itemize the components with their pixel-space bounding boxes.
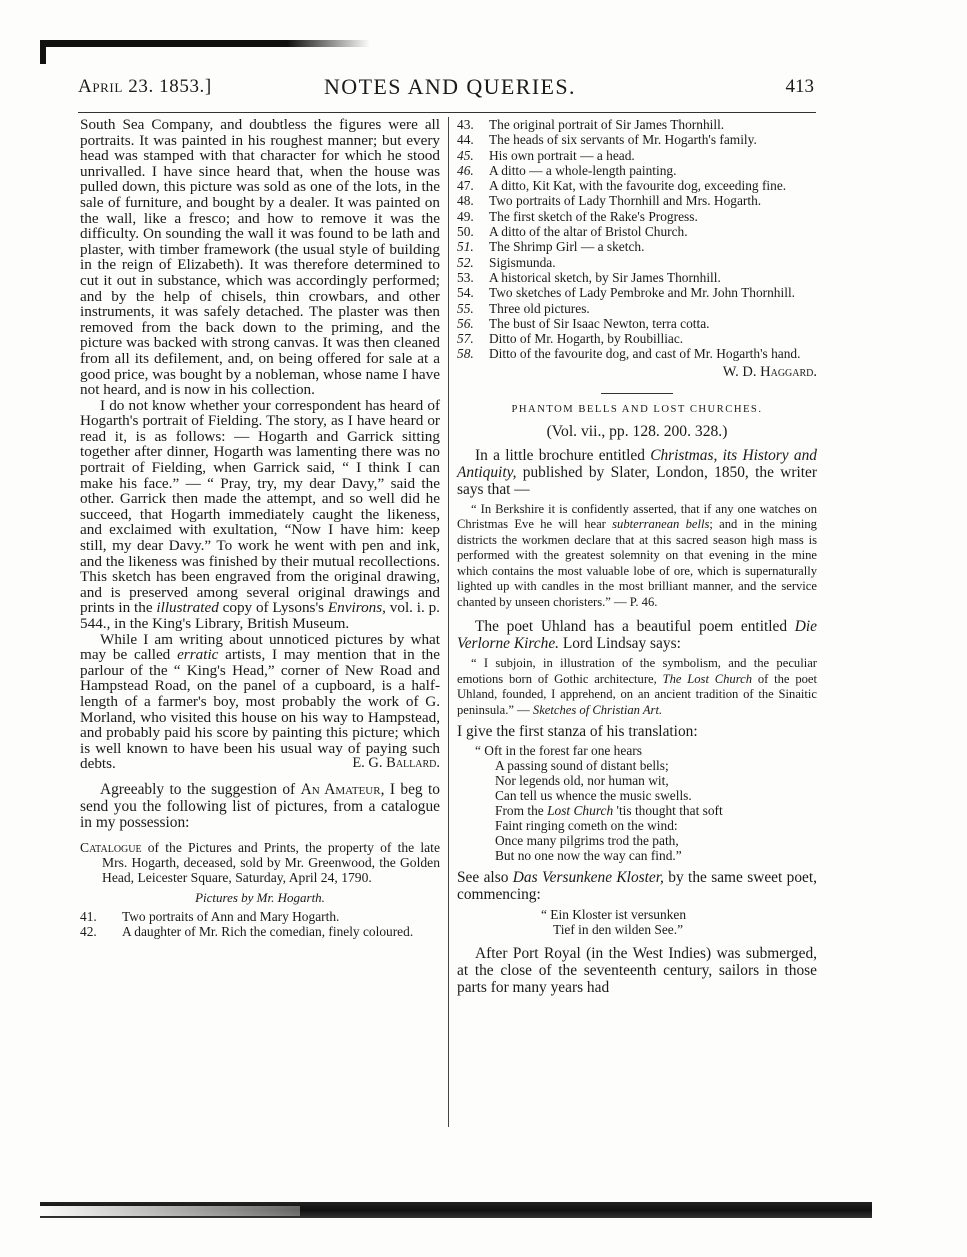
verse-german [457,907,817,937]
verse-line: “ Ein Kloster ist versunken [541,907,687,923]
item-text: Ditto of Mr. Hogarth, by Roubilliac. [489,331,684,347]
item-number: 42. [80,923,97,939]
text-run: From the [495,803,548,819]
text-run: of the Pictures and Prints, the property of the late Mrs. Hogarth, deceased, sold by Mr. Greenwood, the Golden Head, Leicester Square, Saturday, April 24, 1790. [102,839,440,885]
right-column [457,117,817,996]
list-item [457,285,817,300]
item-text: Two portraits of Lady Thornhill and Mrs. Hogarth. [489,193,762,209]
verse-line: Once many pilgrims trod the path, [495,833,679,849]
paragraph-south-sea: South Sea Company, and doubtless the figures were all portraits. It was painted in his roughest manner; but every head was stamped with that character for which he stood unrivalled. I have since heard that, when the house was pulled down, this picture was sold as one of the lots, in the sale of furniture, and bought by a dealer. It was painted on the wall, like a fresco; and how to remove it was the difficulty. On sounding the wall it was found to be lath and plaster, with timber framework (the usual style of building in the reign of Elizabeth). It was therefore determined to cut it out in substance, which was accordingly performed; and by the help of chisels, thin crowbars, and other instruments, it was safely detached. The plaster was then removed from the back down to the priming, and the picture was backed with strong canvas. It was then cleaned from all its defilement, and, on being offered for sale at a good price, was bought by a nobleman, whose name I have not heard, and is now in his collection. [80,116,440,399]
list-item [457,178,817,193]
left-column [80,117,440,939]
header-title: NOTES AND QUERIES. [324,74,576,99]
item-number: 47. [457,178,474,194]
signature-ballard: E. G. Ballard. [352,755,440,772]
italic-run: Sketches of Christian Art. [532,702,663,717]
section-rule [601,393,673,394]
verse-lost-church [457,743,817,863]
italic-run: Environs [327,599,383,617]
text-run: copy of Lysons's [218,599,328,617]
list-item [457,346,817,361]
item-text: A ditto — a whole-length painting. [489,162,677,178]
list-item [80,909,440,924]
item-number: 53. [457,269,474,285]
item-number: 41. [80,908,97,924]
italic-run: Christmas, its History and Antiquity, [457,446,818,481]
paragraph-amateur [80,782,440,832]
item-number: 49. [457,208,474,224]
paragraph-translation-intro: I give the first stanza of his translation: [457,723,698,741]
italic-run: Das Versunkene Kloster, [512,869,664,887]
item-number: 43. [457,117,474,132]
top-rule [40,40,370,47]
small-caps-run: An Amateur [300,780,381,798]
list-item [457,239,817,254]
text-run: , vol. i. p. 544., in the King's Library, British Museum. [80,599,440,632]
quote-berkshire [457,502,817,611]
text-run: I do not know whether your correspondent has heard of Hogarth's portrait of Fielding. The story, as I have heard or read it, is as follows: — Hogarth and Garrick sitting together after dinner, Hogarth was lamenting there was no portrait of Fielding, when Garrick said, “ I think I can make his face.” — “ Pray, try, my dear Davy,” said the other. Garrick then made the attempt, and so well did he succeed, that Hogarth immediately caught the likeness, and exclaimed with exultation, “Now I have him: keep still, my dear Davy.” To work he went with pen and ink, and the likeness was finished by their mutual recollections. This sketch has been engraved from the original drawing, and is preserved among several original drawings and prints in the [80,396,440,617]
text-run: 'tis thought that soft [613,803,723,819]
text-run: of the poet Uhland, founded, I apprehend, on an ancient tradition of the Sinaitic peninsula.” — [457,671,817,717]
list-item [457,193,817,208]
text-run: Lord Lindsay says: [559,635,681,653]
list-item [457,255,817,270]
picture-list-left [80,909,440,939]
list-item [457,163,817,178]
item-number: 52. [457,254,474,270]
item-text: The original portrait of Sir James Thornhill. [489,117,725,132]
item-number: 45. [457,147,474,163]
item-number: 56. [457,315,474,331]
item-number: 44. [457,132,474,148]
verse-line: “ Oft in the forest far one hears [475,743,642,759]
text-run: Agreeably to the suggestion of [100,780,301,798]
item-text: The first sketch of the Rake's Progress. [489,208,698,224]
italic-run: illustrated [156,599,219,617]
item-text: A daughter of Mr. Rich the comedian, finely coloured. [122,923,414,939]
item-text: Two sketches of Lady Pembroke and Mr. John Thornhill. [489,285,796,301]
paragraph-port-royal: After Port Royal (in the West Indies) was submerged, at the close of the seventeenth century, sailors in those parts for many years had [457,945,817,997]
article-title: PHANTOM BELLS AND LOST CHURCHES. [511,403,763,415]
list-item [80,924,440,939]
text-run: published by Slater, London, 1850, the writer says that — [457,463,817,498]
text-run: The poet Uhland has a beautiful poem entitled [475,618,795,636]
verse-line [475,803,817,818]
verse-line: Nor legends old, nor human wit, [495,773,669,789]
article-reference: (Vol. vii., pp. 128. 200. 328.) [546,422,728,440]
verse-line: Faint ringing cometh on the wind: [495,818,678,834]
list-item [457,209,817,224]
item-text: The Shrimp Girl — a sketch. [489,239,645,255]
italic-run: Die Verlorne Kirche. [457,618,817,653]
paragraph-kings-head [80,632,440,772]
text-run: , I beg to send you the following list of pictures, from a catalogue in my possession: [80,780,440,832]
signature-haggard: W. D. Haggard. [722,363,817,380]
item-text: Ditto of the favourite dog, and cast of Mr. Hogarth's hand. [489,346,801,362]
paragraph-see-also [457,869,817,903]
text-run: ; and in the mining districts the workmen declare that at this sacred season high mass is performed with the greatest solemnity on that evening in the mine which contains the most valuable lobe of ore, which is supernaturally lighted up with candles in the most brilliant manner, and the service chanted by unseen choristers.” — P. 46. [457,517,817,609]
text-run: See also [457,869,513,887]
list-item [457,316,817,331]
list-item [457,270,817,285]
item-text: Three old pictures. [489,300,590,316]
italic-run: Lost Church [547,803,614,819]
item-text: Sigismunda. [489,254,556,270]
catalogue-description [80,840,440,885]
item-number: 46. [457,162,474,178]
italic-run: subterranean bells [612,517,710,532]
item-text: A historical sketch, by Sir James Thornhill. [489,269,721,285]
verse-line: Can tell us whence the music swells. [495,788,692,804]
paragraph-brochure [457,447,817,498]
verse-line: A passing sound of distant bells; [495,758,669,774]
text-run: While I am writing about unnoticed pictures by what may be called [80,630,440,664]
italic-run: erratic [177,646,219,664]
bottom-rule-fade [40,1206,300,1216]
item-text: The heads of six servants of Mr. Hogarth's family. [489,132,757,148]
item-text: Two portraits of Ann and Mary Hogarth. [122,908,340,924]
item-text: His own portrait — a head. [489,147,635,163]
list-item [457,117,817,132]
text-run: “ I subjoin, in illustration of the symbolism, and the peculiar emotions born of Gothic architecture, [457,656,817,686]
list-item [457,224,817,239]
item-number: 57. [457,331,474,347]
list-item [457,148,817,163]
quote-lindsay [457,656,817,718]
item-number: 55. [457,300,474,316]
text-run: by the same sweet poet, commencing: [457,869,817,904]
italic-run: The Lost Church [662,671,753,686]
picture-list-right [457,117,817,362]
header-rule [78,112,816,113]
section-heading: Pictures by Mr. Hogarth. [195,889,325,905]
paragraph-uhland [457,618,817,652]
list-item [457,132,817,147]
column-divider [448,117,449,1127]
item-number: 48. [457,193,474,209]
item-number: 54. [457,285,474,301]
text-run: “ In Berkshire it is confidently asserted, that if any one watches on Christmas Eve he will hear [457,501,817,532]
text-run: artists, I may mention that in the parlour of the “ King's Head,” corner of New Road and Hampstead Road, on the panel of a cupboard, is a half-length of a farmer's boy, most probably the work of G. Morland, who visited this house on his way to Hampstead, and probably paid his score by painting this picture; which is well known to have been his usual way of paying such debts. [80,646,440,773]
list-item [457,331,817,346]
left-body [80,117,440,772]
page-header [78,76,814,102]
item-number: 51. [457,239,474,255]
item-text: A ditto of the altar of Bristol Church. [489,224,688,240]
item-text: The bust of Sir Isaac Newton, terra cotta. [489,315,710,331]
verse-line: But no one now the way can find.” [495,848,682,864]
list-item [457,301,817,316]
verse-line: Tief in den wilden See.” [553,922,684,938]
text-run: In a little brochure entitled [475,446,651,464]
item-number: 58. [457,346,474,362]
item-number: 50. [457,224,474,240]
header-page-number: 413 [785,76,814,97]
item-text: A ditto, Kit Kat, with the favourite dog, exceeding fine. [489,178,787,194]
small-caps-run: Catalogue [80,839,142,855]
paragraph-fielding [80,398,440,632]
header-date: April 23. 1853.] [78,76,212,97]
